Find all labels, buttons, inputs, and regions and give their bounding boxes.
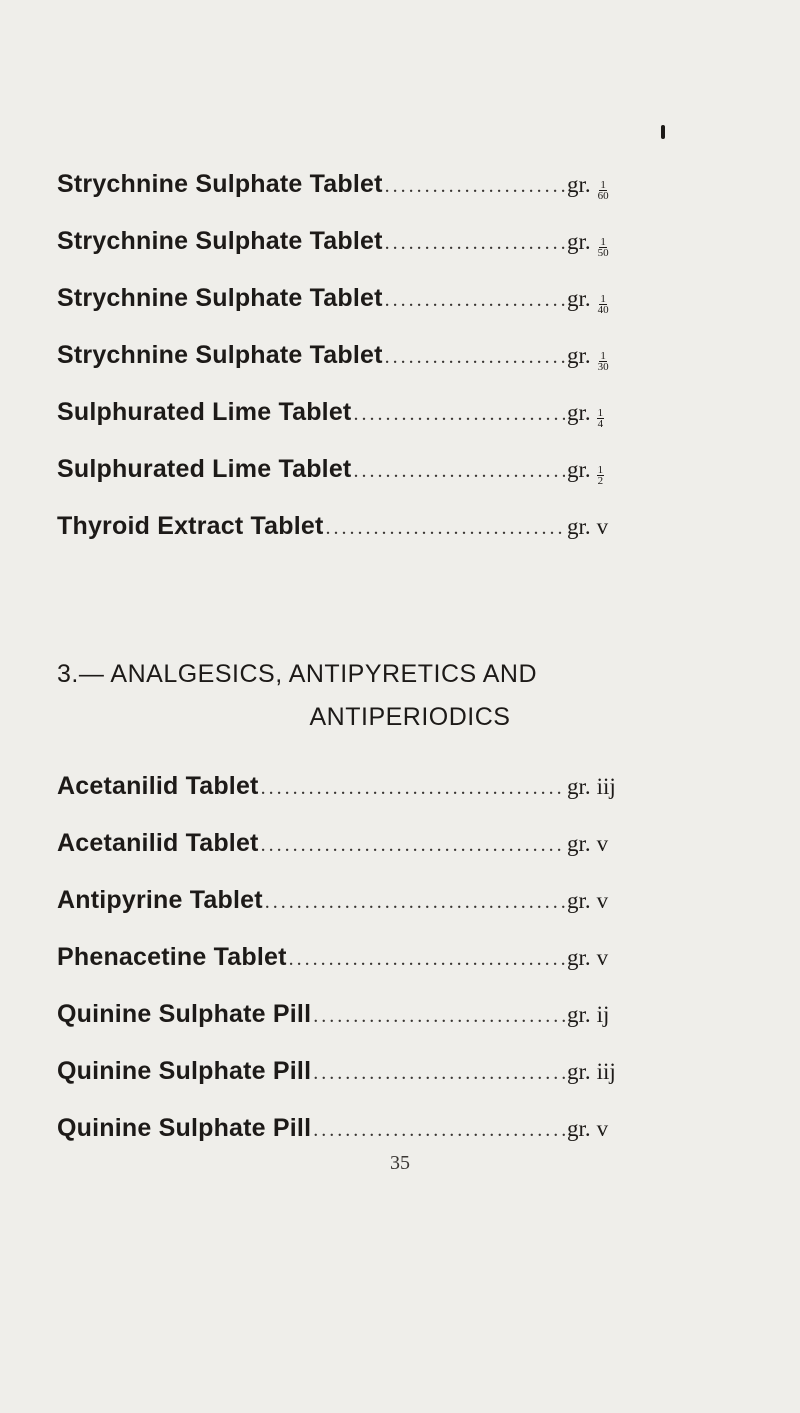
list-item	[57, 227, 627, 267]
dot-leader	[265, 891, 565, 914]
dose-fraction: $\frac{1}{40}$	[597, 293, 609, 316]
item-name: Strychnine Sulphate Tablet	[57, 284, 383, 312]
dose-value: v	[596, 1116, 609, 1141]
section-heading: 3.— ANALGESICS, ANTIPYRETICS AND	[57, 660, 538, 688]
item-dose: gr. iij	[567, 774, 616, 799]
item-name: Sulphurated Lime Tablet	[57, 455, 352, 483]
ink-speck	[661, 125, 665, 139]
item-name: Phenacetine Tablet	[57, 943, 287, 971]
item-dose: gr. v	[567, 831, 609, 856]
dose-fraction: $\frac{1}{50}$	[597, 236, 609, 259]
dose-value: ij	[596, 1002, 610, 1027]
list-item	[57, 1057, 627, 1097]
dot-leader	[313, 1062, 565, 1085]
item-name: Quinine Sulphate Pill	[57, 1114, 312, 1142]
item-dose: gr. $\frac{1}{4}$	[567, 400, 604, 430]
dot-leader	[313, 1005, 565, 1028]
list-item	[57, 284, 627, 324]
page-number: 35	[390, 1152, 410, 1174]
dot-leader	[385, 232, 565, 255]
item-dose: gr. iij	[567, 1059, 616, 1084]
item-name: Strychnine Sulphate Tablet	[57, 227, 383, 255]
item-dose: gr. v	[567, 514, 609, 539]
list-item	[57, 1114, 627, 1154]
list-item	[57, 398, 627, 438]
dot-leader	[313, 1119, 565, 1142]
dose-fraction: $\frac{1}{4}$	[597, 407, 604, 430]
dose-value: v	[596, 831, 609, 856]
list-item	[57, 886, 627, 926]
item-dose: gr. $\frac{1}{30}$	[567, 343, 609, 373]
item-name: Thyroid Extract Tablet	[57, 512, 324, 540]
item-name: Quinine Sulphate Pill	[57, 1000, 312, 1028]
dose-value: v	[596, 945, 609, 970]
dot-leader	[385, 175, 565, 198]
item-name: Antipyrine Tablet	[57, 886, 263, 914]
dot-leader	[353, 460, 565, 483]
dot-leader	[289, 948, 565, 971]
item-dose: gr. $\frac{1}{2}$	[567, 457, 604, 487]
list-item	[57, 170, 627, 210]
item-dose: gr. $\frac{1}{40}$	[567, 286, 609, 316]
dose-fraction: $\frac{1}{30}$	[597, 350, 609, 373]
list-item	[57, 455, 627, 495]
dose-value: v	[596, 514, 609, 539]
dose-value: v	[596, 888, 609, 913]
dose-fraction: $\frac{1}{60}$	[597, 179, 609, 202]
list-item	[57, 772, 627, 812]
item-dose: gr. v	[567, 1116, 609, 1141]
dot-leader	[261, 834, 565, 857]
section-heading-continued: ANTIPERIODICS	[309, 703, 511, 731]
dose-value: iij	[596, 774, 616, 799]
dose-fraction: $\frac{1}{2}$	[597, 464, 604, 487]
item-name: Quinine Sulphate Pill	[57, 1057, 312, 1085]
dot-leader	[261, 777, 565, 800]
item-name: Acetanilid Tablet	[57, 829, 259, 857]
item-dose: gr. $\frac{1}{50}$	[567, 229, 609, 259]
dot-leader	[326, 517, 566, 540]
item-name: Strychnine Sulphate Tablet	[57, 341, 383, 369]
list-item	[57, 1000, 627, 1040]
list-item	[57, 943, 627, 983]
dot-leader	[353, 403, 565, 426]
dose-value: iij	[596, 1059, 616, 1084]
item-name: Acetanilid Tablet	[57, 772, 259, 800]
list-item	[57, 829, 627, 869]
item-name: Sulphurated Lime Tablet	[57, 398, 352, 426]
list-item	[57, 341, 627, 381]
item-dose: gr. $\frac{1}{60}$	[567, 172, 609, 202]
item-dose: gr. ij	[567, 1002, 610, 1027]
item-name: Strychnine Sulphate Tablet	[57, 170, 383, 198]
item-dose: gr. v	[567, 945, 609, 970]
list-item	[57, 512, 627, 552]
dot-leader	[385, 289, 565, 312]
dot-leader	[385, 346, 565, 369]
item-dose: gr. v	[567, 888, 609, 913]
